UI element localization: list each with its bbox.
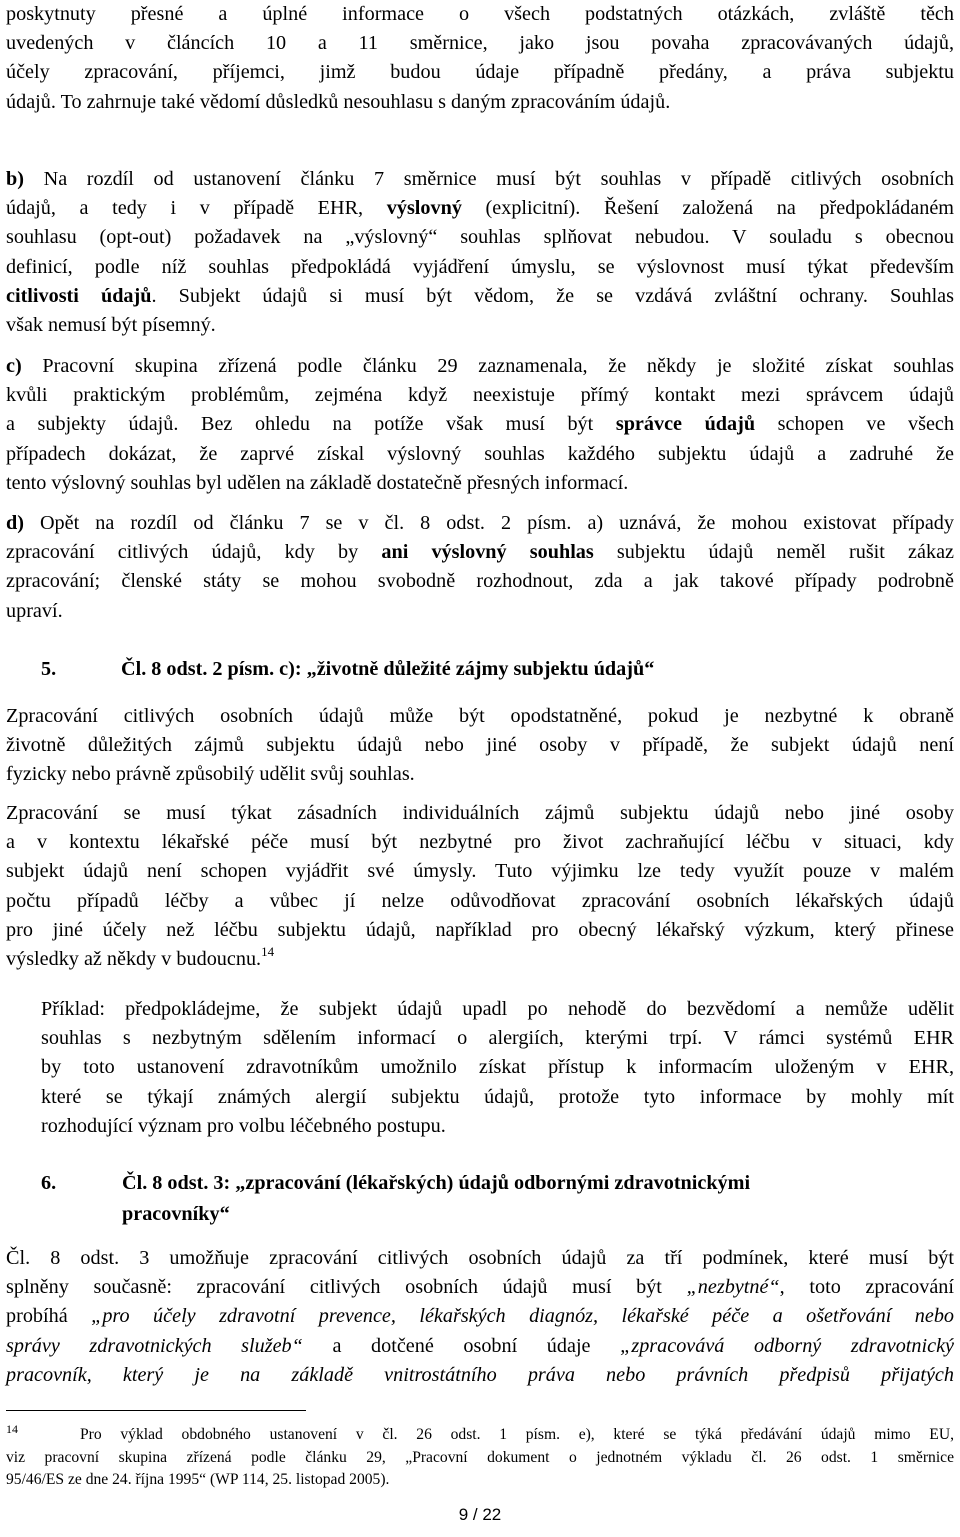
page-number: 9 / 22 xyxy=(458,1505,502,1524)
footnote-line: viz pracovní skupina zřízená podle článku 29, „Pracovní dokument o jednotném výkladu čl. 26 odst. 1 směrnice xyxy=(6,1448,954,1466)
text-line: upraví. xyxy=(6,599,63,622)
text-line: by toto ustanovení zdravotníkům umožnilo získat přístup k informacím uloženým v EHR, xyxy=(41,1056,954,1079)
item-label: c) xyxy=(6,355,22,377)
text-line: c) Pracovní skupina zřízená podle článku 29 zaznamenala, že někdy je složité získat souhlas xyxy=(6,355,954,377)
text-line: rozhodující význam pro volbu léčebného postupu. xyxy=(41,1114,446,1137)
item-label: d) xyxy=(6,512,24,534)
text-line: fyzicky nebo právně způsobilý udělit svůj souhlas. xyxy=(6,763,415,786)
paragraph-d xyxy=(6,509,954,626)
italic-quote: pracovník, který je na základě vnitrostátního práva nebo právních předpisů přijatých xyxy=(6,1363,954,1386)
text-line: Čl. 8 odst. 3 umožňuje zpracování citlivých osobních údajů za tří podmínek, které musí být xyxy=(6,1247,954,1269)
paragraph-6 xyxy=(6,1244,954,1390)
text-line: Příklad: předpokládejme, že subjekt údajů upadl po nehodě do bezvědomí a nemůže udělit xyxy=(41,998,954,1020)
text-line: případech dokázat, že zaprvé získal výslovný souhlas každého subjektu údajů a zadruhé že xyxy=(6,442,954,465)
text-line: však nemusí být písemný. xyxy=(6,314,216,337)
text-line: Zpracování se musí týkat zásadních individuálních zájmů subjektu údajů nebo jiné osoby xyxy=(6,802,954,824)
text-line: údajů. To zahrnuje také vědomí důsledků nesouhlasu s daným zpracováním údajů. xyxy=(6,90,671,113)
heading-text-line1: Čl. 8 odst. 3: „zpracování (lékařských) údajů odbornými zdravotnickými xyxy=(122,1172,751,1194)
text-line: citlivosti údajů. Subjekt údajů si musí být vědom, že se vzdává zvláštní ochrany. Souhlas xyxy=(6,284,954,307)
heading-number: 5. xyxy=(41,658,57,680)
footnote-14 xyxy=(6,1424,954,1492)
footnote-reference[interactable]: 14 xyxy=(261,944,275,960)
text-line xyxy=(6,1361,954,1390)
paragraph-c xyxy=(6,352,954,498)
text-line: d) Opět na rozdíl od článku 7 se v čl. 8 odst. 2 písm. a) uznává, že mohou existovat případy xyxy=(6,512,954,534)
italic-quote: správy zdravotnických služeb“ xyxy=(6,1334,303,1357)
emphasis: citlivosti údajů xyxy=(6,284,152,307)
text-line: které se týkají známých alergií subjektu údajů, protože tyto informace by mohly mít xyxy=(41,1085,954,1108)
footnote-line: Pro výklad obdobného ustanovení v čl. 26 odst. 1 písm. e), které se týká předávání údajů mimo EU, xyxy=(80,1426,954,1443)
footnote-separator xyxy=(6,1410,306,1411)
text-line: výsledky až někdy v budoucnu.$^{14}$ xyxy=(6,944,275,971)
text-line: subjekt údajů není schopen vyjádřit své úmysly. Tuto výjimku lze tedy využít pouze v malém xyxy=(6,860,954,883)
paragraph-intro xyxy=(6,0,954,117)
heading-text: Čl. 8 odst. 2 písm. c): „životně důležité zájmy subjektu údajů“ xyxy=(121,658,655,680)
text-line: zpracování citlivých údajů, kdy by ani výslovný souhlas subjektu údajů neměl rušit zákaz xyxy=(6,541,954,564)
text-line: zpracování; členské státy se mohou svobodně rozhodnout, zda a jak takové případy podrobně xyxy=(6,570,954,593)
emphasis: výslovný xyxy=(386,197,462,220)
emphasis: ani výslovný souhlas xyxy=(381,541,594,564)
text-line: souhlas s nezbytným sdělením informací o alergiích, kterými trpí. V rámci systémů EHR xyxy=(41,1027,954,1050)
text-line: životně důležitých zájmů subjektu údajů nebo jiné osoby v případě, že subjekt údajů není xyxy=(6,734,954,757)
heading-number: 6. xyxy=(41,1172,57,1194)
heading-text-line2: pracovníky“ xyxy=(122,1203,230,1225)
footnote-marker: 14 xyxy=(6,1422,18,1436)
text-line: a subjekty údajů. Bez ohledu na potíže však musí být správce údajů schopen ve všech xyxy=(6,413,954,436)
text-line: tento výslovný souhlas byl udělen na základě dostatečně přesných informací. xyxy=(6,471,629,494)
text-line: b) Na rozdíl od ustanovení článku 7 směrnice musí být souhlas v případě citlivých osobních xyxy=(6,168,954,190)
text-line: pro jiné účely než léčbu subjektu údajů, například pro obecný lékařský výzkum, který přinese xyxy=(6,918,954,941)
example-block xyxy=(41,995,954,1141)
text-line: počtu případů léčby a vůbec jí nelze odůvodňovat zpracování osobních lékařských údajů xyxy=(6,889,954,912)
italic-quote: „zpracovává odborný zdravotnický xyxy=(620,1334,954,1357)
text-line: účely zpracování, příjemci, jimž budou údaje případně předány, a práva subjektu xyxy=(6,61,954,84)
paragraph-5b xyxy=(6,799,954,974)
text-line: souhlasu (opt-out) požadavek na „výslovný“ souhlas splňovat nebudou. V souladu s obecnou xyxy=(6,226,954,249)
section-heading-6 xyxy=(41,1168,941,1228)
footnote-line: 95/46/ES ze dne 24. října 1995“ (WP 114, 25. listopad 2005). xyxy=(6,1471,390,1489)
emphasis: správce údajů xyxy=(615,413,756,436)
text-line: údajů, a tedy i v případě EHR, výslovný (explicitní). Řešení založená na předpokládaném xyxy=(6,197,954,220)
text-line: správy zdravotnických služeb“ a dotčené osobní údaje „zpracovává odborný zdravotnický xyxy=(6,1334,954,1357)
text-line: Zpracování citlivých osobních údajů může být opodstatněné, pokud je nezbytné k obraně xyxy=(6,705,954,727)
paragraph-b xyxy=(6,165,954,340)
text-line: poskytnuty přesné a úplné informace o všech podstatných otázkách, zvláště těch xyxy=(6,3,954,25)
text-line: a v kontextu lékařské péče musí být nezbytné pro život zachraňující léčbu v situaci, kdy xyxy=(6,831,954,854)
text-line: splněny současně: zpracování citlivých osobních údajů musí být „nezbytné“, toto zpracování xyxy=(6,1276,954,1299)
text-line: kvůli praktickým problémům, zejména když neexistuje přímý kontakt mezi správcem údajů xyxy=(6,384,954,407)
text-line: probíhá „pro účely zdravotní prevence, lékařských diagnóz, lékařské péče a ošetřování nebo xyxy=(6,1305,955,1328)
item-label: b) xyxy=(6,168,24,190)
italic-quote: „pro účely zdravotní prevence, lékařských diagnóz, lékařské péče a ošetřování nebo xyxy=(91,1305,955,1328)
italic-quote: „nezbytné“ xyxy=(686,1276,780,1299)
text-line: uvedených v článcích 10 a 11 směrnice, jako jsou povaha zpracovávaných údajů, xyxy=(6,32,954,55)
paragraph-5a xyxy=(6,702,954,790)
text-line: definicí, podle níž souhlas předpokládá vyjádření úmyslu, se výslovnost musí týkat především xyxy=(6,255,954,278)
